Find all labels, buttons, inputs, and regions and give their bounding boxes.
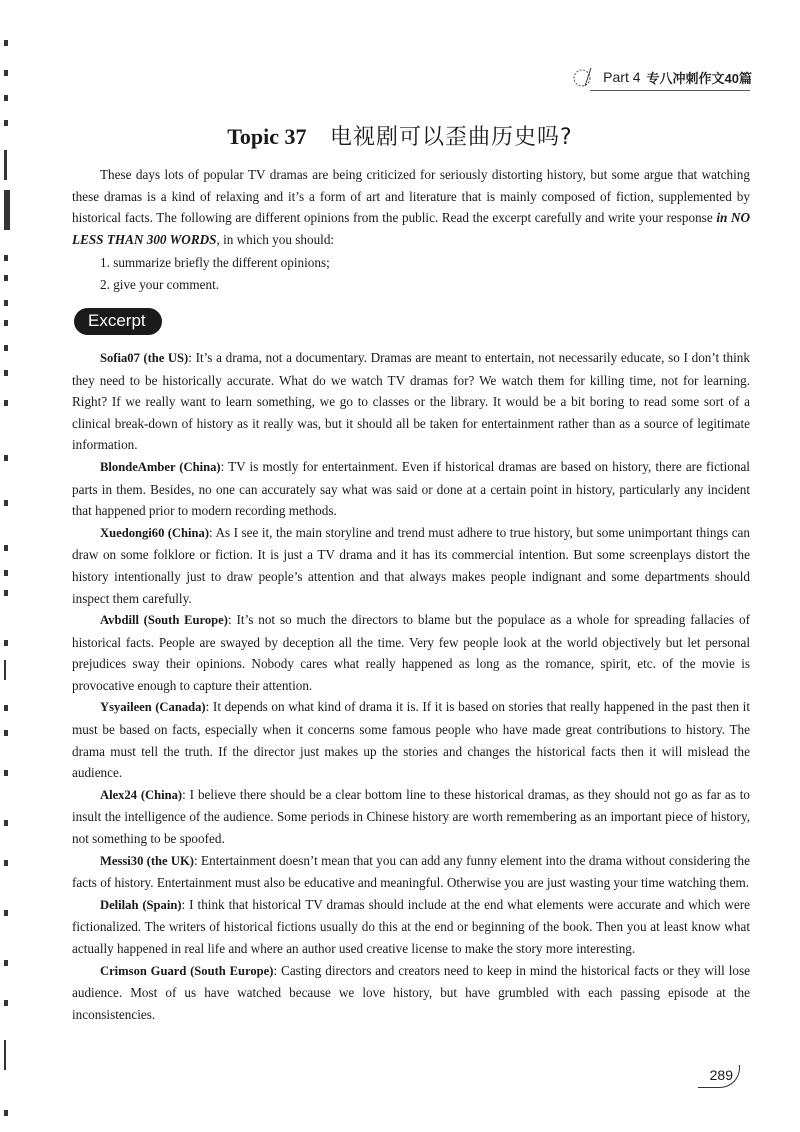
speaker-name: Sofia07 (the US)	[100, 350, 189, 365]
intro-text-end: , in which you should:	[216, 231, 335, 247]
opinion-text: I think that historical TV dramas should include at the end what elements were accurate and which were fictionalized. The writers of historical fictions usually do this at the end or beginning of the book. Then you at least know what actually happened in real life and where an author used creative license to make the story more interesting.	[72, 896, 750, 956]
header-rule	[590, 90, 750, 91]
excerpt-badge: Excerpt	[74, 308, 162, 335]
speaker-name: Delilah (Spain)	[100, 897, 182, 912]
opinion-paragraph: Messi30 (the UK): Entertainment doesn’t mean that you can add any funny element into the drama without considering the facts of history. Entertainment must also be educative and meaningful. Otherwise you are just wasting your time watching them.	[72, 852, 751, 891]
part-label: Part 4	[603, 69, 641, 85]
page-number: 289	[698, 1065, 740, 1088]
speaker-name: Ysyaileen (Canada)	[100, 700, 206, 715]
speaker-name: Messi30 (the UK)	[100, 853, 194, 868]
main-content	[72, 164, 750, 1025]
opinion-paragraph: Avbdill (South Europe): It’s not so much the directors to blame but the populace as a whole for spreading fallacies of historical facts. People are swayed by deception all the time. Very few people look at the world objectively but let personal prejudices sway their opinions. Nobody cares what really happened as long as the romance, spirit, etc. of the movie is provocative enough to capture their attention.	[72, 612, 750, 693]
opinion-paragraph: Alex24 (China): I believe there should be a clear bottom line to these historical dramas, as they should not go as far as to insult the intelligence of the audience. Some periods in Chinese history are worth remembering as an important piece of history, not something to be spoofed.	[72, 786, 750, 847]
opinion-text: It’s a drama, not a documentary. Dramas are meant to entertain, not necessarily educate, so I don’t think they need to be historically accurate. What do we watch TV dramas for? We watch them for killing time, not for learning. Right? If we really want to learn something, we go to classes or the library. It would be a bit boring to read some sort of a clinical break-down of history as it really was, but it should all be taken for entertainment rather than as a source of legitimate information.	[72, 349, 750, 453]
globe-icon	[571, 66, 597, 88]
intro-text: These days lots of popular TV dramas are being criticized for seriously distorting history, but some argue that watching these dramas is a kind of relaxing and it’s a form of art and literature that is mainly composed of fiction, supplemented by historical facts. The following are different opinions from the public. Read the excerpt carefully and write your response	[72, 167, 750, 226]
speaker-name: Crimson Guard (South Europe)	[100, 963, 274, 978]
opinion-text: Entertainment doesn’t mean that you can add any funny element into the drama without considering the facts of history. Entertainment must also be educative and meaningful. Otherwise you are just wasting your time watching them.	[72, 852, 751, 891]
running-header	[571, 66, 752, 88]
word-requirement: in NO LESS THAN 300 WORDS	[72, 210, 750, 247]
task-item: 1. summarize briefly the different opinions;	[100, 255, 330, 271]
opinion-text: It depends on what kind of drama it is. If it is based on stories that really happened in the past then it must be based on facts, especially when it concerns some famous people who have made great contributions to history. The drama must tell the truth. If the director just makes up the stories and changes the historical facts then it will mislead the audience.	[72, 699, 750, 781]
opinion-text: TV is mostly for entertainment. Even if historical dramas are based on history, there are fictional parts in them. Besides, no one can accurately say what was said or done at a certain point in history, particularly any incident that happened prior to modern recording methods.	[72, 458, 750, 519]
task-list	[72, 252, 750, 296]
opinion-text: Casting directors and creators need to keep in mind the historical facts or they will lose audience. Most of us have watched because we love history, but have grumbled with each passing episode at the inconsistencies.	[72, 962, 750, 1022]
opinion-paragraph: Ysyaileen (Canada): It depends on what kind of drama it is. If it is based on stories that really happened in the past then it must be based on facts, especially when it concerns some famous people who have made great contributions to history. The drama must tell the truth. If the director just makes up the stories and changes the historical facts then it will mislead the audience.	[72, 699, 750, 781]
topic-question: 电视剧可以歪曲历史吗?	[330, 125, 573, 150]
opinion-text: It’s not so much the directors to blame but the populace as a whole for spreading fallacies of historical facts. People are swayed by deception all the time. Very few people look at the world objectively but let personal prejudices sway their opinions. Nobody cares what really happened as long as the romance, spirit, etc. of the movie is provocative enough to capture their attention.	[72, 612, 750, 693]
opinion-paragraph: Delilah (Spain): I think that historical TV dramas should include at the end what elements were accurate and which were fictionalized. The writers of historical fictions usually do this at the end or beginning of the book. Then you at least know what actually happened in real life and where an author used creative license to make the story more interesting.	[72, 896, 750, 956]
opinion-text: As I see it, the main storyline and trend must adhere to true history, but some unimportant things can draw on some folklore or fiction. It is just a TV drama and it has its commercial intention. But some screenplays distort the history intentionally just to draw people’s attention and that always makes people indignant and some departments should inspect them carefully.	[72, 524, 751, 606]
speaker-name: Xuedongi60 (China)	[100, 525, 210, 540]
speaker-name: BlondeAmber (China)	[100, 459, 221, 474]
speaker-name: Alex24 (China)	[100, 787, 183, 802]
topic-number: Topic 37	[227, 124, 307, 149]
page-title	[0, 120, 800, 151]
part-title: 专八冲刺作文40篇	[646, 70, 752, 86]
opinion-paragraph: BlondeAmber (China): TV is mostly for entertainment. Even if historical dramas are based on history, there are fictional parts in them. Besides, no one can accurately say what was said or done at a certain point in history, particularly any incident that happened prior to modern recording methods.	[72, 458, 750, 519]
opinion-paragraph: Xuedongi60 (China): As I see it, the main storyline and trend must adhere to true history, but some unimportant things can draw on some folklore or fiction. It is just a TV drama and it has its commercial intention. But some screenplays distort the history intentionally just to draw people’s attention and that always makes people indignant and some departments should inspect them carefully.	[72, 524, 751, 606]
opinion-paragraph: Sofia07 (the US): It’s a drama, not a documentary. Dramas are meant to entertain, not necessarily educate, so I don’t think they need to be historically accurate. What do we watch TV dramas for? We watch them for killing time, not for learning. Right? If we really want to learn something, we go to classes or the library. It would be a bit boring to read some sort of a clinical break-down of history as it really was, but it should all be taken for entertainment rather than as a source of legitimate information.	[72, 349, 750, 453]
opinion-text: I believe there should be a clear bottom line to these historical dramas, as they should not go as far as to insult the intelligence of the audience. Some periods in Chinese history are worth remembering as an important piece of history, not something to be spoofed.	[72, 786, 750, 847]
task-item: 2. give your comment.	[100, 277, 220, 293]
opinion-paragraph: Crimson Guard (South Europe): Casting directors and creators need to keep in mind the historical facts or they will lose audience. Most of us have watched because we love history, but have grumbled with each passing episode at the inconsistencies.	[72, 962, 750, 1022]
binding-marks	[2, 0, 16, 1132]
intro-paragraph	[72, 164, 750, 250]
speaker-name: Avbdill (South Europe)	[100, 613, 228, 628]
